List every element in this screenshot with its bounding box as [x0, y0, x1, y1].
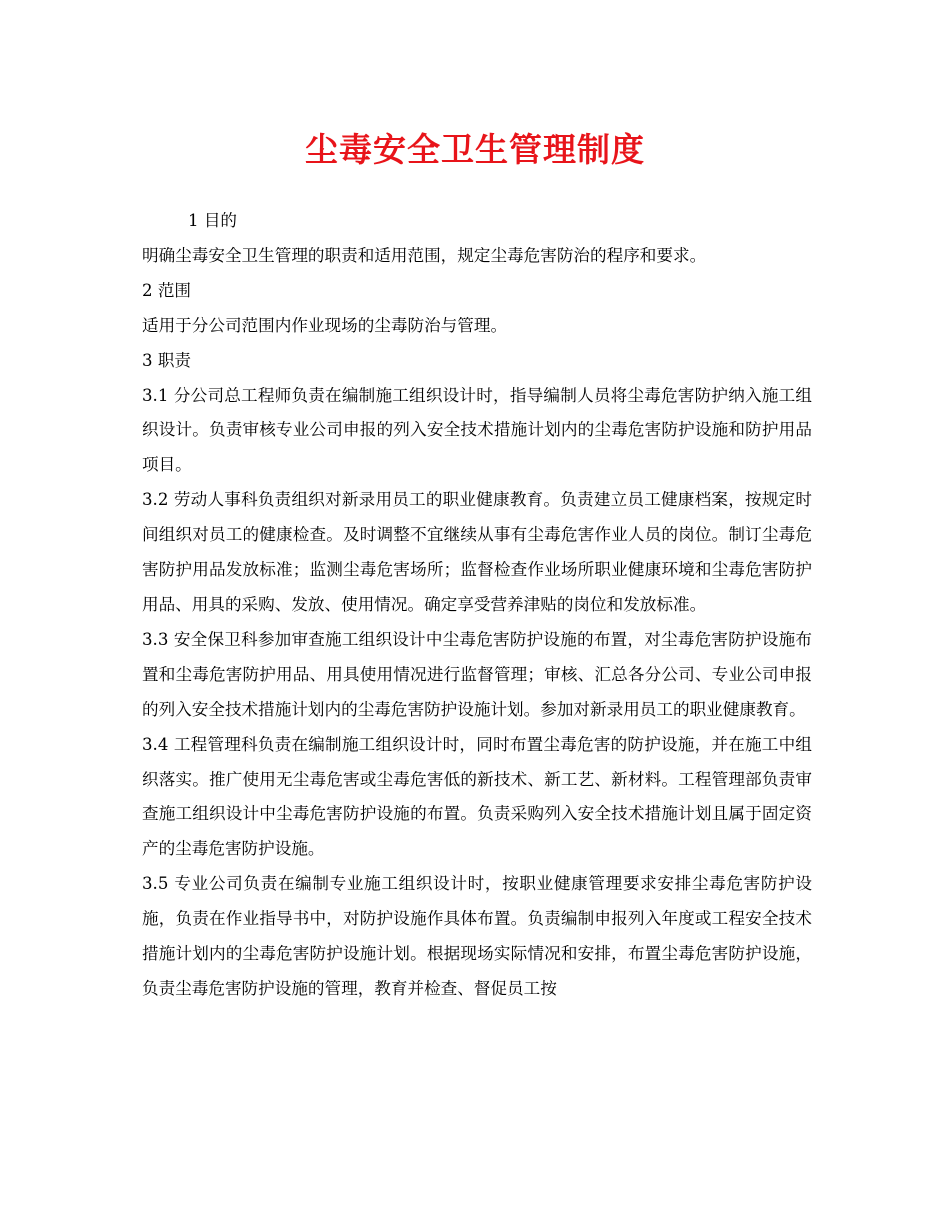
section-heading-responsibilities: 3 职责: [142, 350, 192, 370]
paragraph-3-1: 3.1 分公司总工程师负责在编制施工组织设计时，指导编制人员将尘毒危害防护纳入施工组织设计。负责审核专业公司申报的列入安全技术措施计划内的尘毒危害防护设施和防护用品项目。: [142, 385, 812, 475]
section-heading-purpose: 1 目的: [188, 211, 238, 230]
paragraph-3-4: 3.4 工程管理科负责在编制施工组织设计时，同时布置尘毒危害的防护设施，并在施工中组织落实。推广使用无尘毒危害或尘毒危害低的新技术、新工艺、新材料。工程管理部负责审查施工组织设计中尘毒危害防护设施的布置。负责采购列入安全技术措施计划且属于固定资产的尘毒危害防护设施。: [142, 734, 812, 859]
document-body: [142, 204, 812, 1007]
document-title: 尘毒安全卫生管理制度: [305, 130, 645, 169]
section-heading-scope: 2 范围: [142, 280, 192, 300]
paragraph-3-2: 3.2 劳动人事科负责组织对新录用员工的职业健康教育。负责建立员工健康档案，按规定时间组织对员工的健康检查。及时调整不宜继续从事有尘毒危害作业人员的岗位。制订尘毒危害防护用品发放标准；监测尘毒危害场所；监督检查作业场所职业健康环境和尘毒危害防护用品、用具的采购、发放、使用情况。确定享受营养津贴的岗位和发放标准。: [142, 490, 812, 614]
paragraph-purpose: 明确尘毒安全卫生管理的职责和适用范围，规定尘毒危害防治的程序和要求。: [142, 245, 707, 265]
paragraph-3-5: 3.5 专业公司负责在编制专业施工组织设计时，按职业健康管理要求安排尘毒危害防护设施，负责在作业指导书中，对防护设施作具体布置。负责编制申报列入年度或工程安全技术措施计划内的尘毒危害防护设施计划。根据现场实际情况和安排，布置尘毒危害防护设施，负责尘毒危害防护设施的管理，教育并检查、督促员工按: [142, 874, 812, 998]
paragraph-scope: 适用于分公司范围内作业现场的尘毒防治与管理。: [142, 315, 508, 335]
paragraph-3-3: 3.3 安全保卫科参加审查施工组织设计中尘毒危害防护设施的布置，对尘毒危害防护设施布置和尘毒危害防护用品、用具使用情况进行监督管理；审核、汇总各分公司、专业公司申报的列入安全技术措施计划内的尘毒危害防护设施计划。参加对新录用员工的职业健康教育。: [142, 629, 812, 719]
